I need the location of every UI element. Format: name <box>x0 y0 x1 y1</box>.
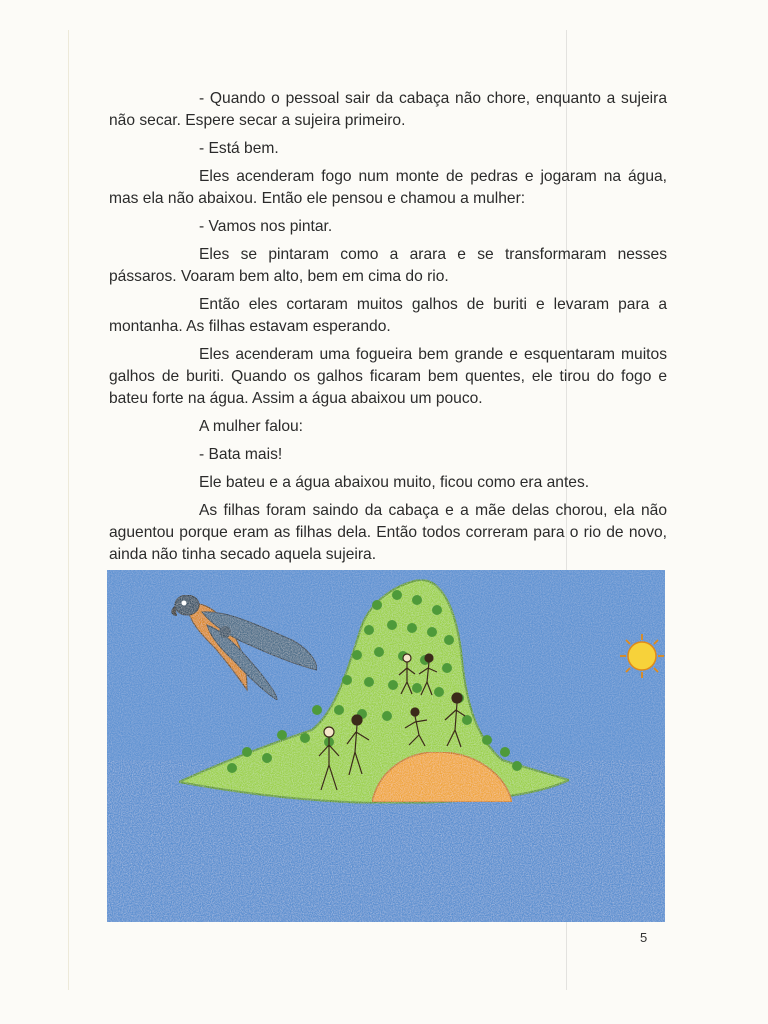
paragraph: Ele bateu e a água abaixou muito, ficou como era antes. <box>199 474 590 491</box>
crayon-illustration <box>107 570 665 922</box>
story-text <box>109 88 667 600</box>
paragraph: A mulher falou: <box>199 418 304 435</box>
paragraph: - Quando o pessoal sair da cabaça não chore, enquanto a sujeira não secar. Espere secar a sujeira primeiro. <box>109 90 667 129</box>
page-edge-line <box>68 30 69 990</box>
paragraph: - Vamos nos pintar. <box>199 218 333 235</box>
page-number: 5 <box>640 930 648 945</box>
paragraph: Eles acenderam fogo num monte de pedras e jogaram na água, mas ela não abaixou. Então ele pensou e chamou a mulher: <box>109 168 667 207</box>
paragraph: - Está bem. <box>199 140 279 157</box>
paragraph: Então eles cortaram muitos galhos de buriti e levaram para a montanha. As filhas estavam esperando. <box>109 296 667 335</box>
paragraph: Eles se pintaram como a arara e se transformaram nesses pássaros. Voaram bem alto, bem em cima do rio. <box>109 246 667 285</box>
paragraph: As filhas foram saindo da cabaça e a mãe delas chorou, ela não aguentou porque eram as filhas dela. Então todos correram para o rio de novo, ainda não tinha secado aquela sujeira. <box>109 502 667 563</box>
paragraph: Eles acenderam uma fogueira bem grande e esquentaram muitos galhos de buriti. Quando os galhos ficaram bem quentes, ele tirou do fogo e bateu forte na água. Assim a água abaixou um pouco. <box>109 346 667 407</box>
paragraph: - Bata mais! <box>199 446 283 463</box>
